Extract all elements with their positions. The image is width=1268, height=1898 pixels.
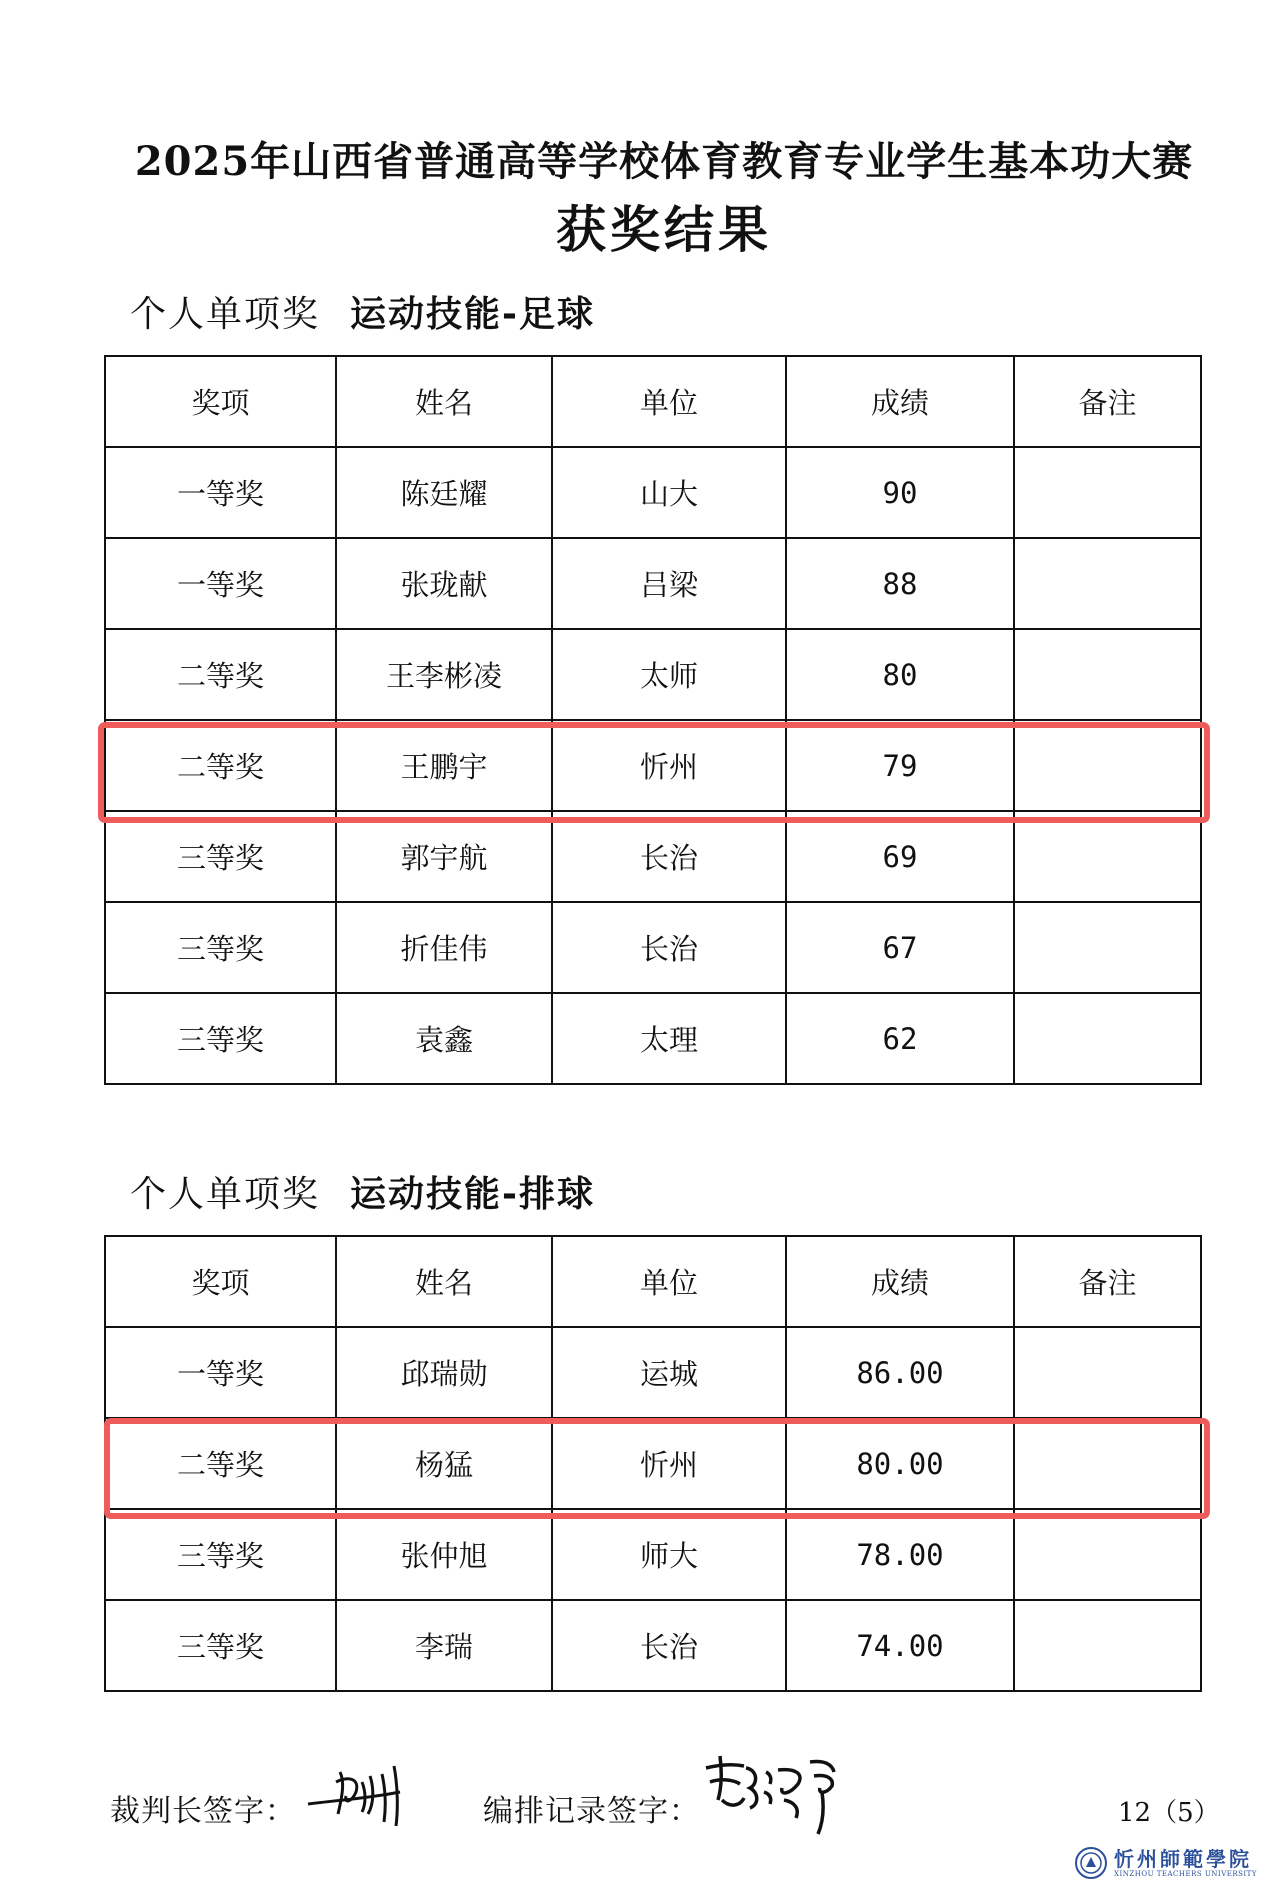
note-cell xyxy=(1014,538,1201,629)
name-cell: 折佳伟 xyxy=(336,902,552,993)
award-cell: 一等奖 xyxy=(105,1327,336,1418)
page-number: 12（5） xyxy=(1118,1798,1220,1828)
column-header-unit: 单位 xyxy=(552,356,786,447)
name-cell: 郭宇航 xyxy=(336,811,552,902)
name-cell: 袁鑫 xyxy=(336,993,552,1084)
table-row xyxy=(105,1509,1201,1600)
referee-signature-label: 裁判长签字： xyxy=(110,1794,296,1829)
note-cell xyxy=(1014,902,1201,993)
column-header-score: 成绩 xyxy=(786,356,1014,447)
section-category: 个人单项奖 xyxy=(130,294,321,335)
results-table-football xyxy=(104,355,1202,1085)
column-header-score: 成绩 xyxy=(786,1236,1014,1327)
unit-cell: 长治 xyxy=(552,1600,786,1691)
name-cell: 陈廷耀 xyxy=(336,447,552,538)
unit-cell: 长治 xyxy=(552,811,786,902)
unit-cell: 太师 xyxy=(552,629,786,720)
unit-cell: 师大 xyxy=(552,1509,786,1600)
score-cell: 74.00 xyxy=(786,1600,1014,1691)
score-cell: 69 xyxy=(786,811,1014,902)
score-cell: 67 xyxy=(786,902,1014,993)
logo-name: 忻州師範學院 xyxy=(1114,1846,1252,1871)
document-title: 2025年山西省普通高等学校体育教育专业学生基本功大赛 xyxy=(134,138,1194,185)
name-cell: 张珑献 xyxy=(336,538,552,629)
score-cell: 79 xyxy=(786,720,1014,811)
table-row xyxy=(105,993,1201,1084)
note-cell xyxy=(1014,629,1201,720)
column-header-note: 备注 xyxy=(1014,1236,1201,1327)
award-cell: 一等奖 xyxy=(105,447,336,538)
score-cell: 80 xyxy=(786,629,1014,720)
award-cell: 三等奖 xyxy=(105,1509,336,1600)
unit-cell: 运城 xyxy=(552,1327,786,1418)
award-cell: 三等奖 xyxy=(105,902,336,993)
award-cell: 二等奖 xyxy=(105,629,336,720)
score-cell: 86.00 xyxy=(786,1327,1014,1418)
name-cell: 王李彬凌 xyxy=(336,629,552,720)
section-category: 个人单项奖 xyxy=(130,1174,321,1215)
highlight-box xyxy=(104,1418,1210,1519)
score-cell: 80.00 xyxy=(786,1418,1014,1509)
column-header-note: 备注 xyxy=(1014,356,1201,447)
referee-signature xyxy=(300,1752,430,1832)
table-row xyxy=(105,629,1201,720)
table-row xyxy=(105,538,1201,629)
award-cell: 三等奖 xyxy=(105,811,336,902)
table-row xyxy=(105,1327,1201,1418)
university-logo xyxy=(1074,1846,1257,1880)
unit-cell: 忻州 xyxy=(552,720,786,811)
unit-cell: 吕梁 xyxy=(552,538,786,629)
column-header-name: 姓名 xyxy=(336,356,552,447)
name-cell: 杨猛 xyxy=(336,1418,552,1509)
column-header-award: 奖项 xyxy=(105,356,336,447)
name-cell: 邱瑞勋 xyxy=(336,1327,552,1418)
name-cell: 王鹏宇 xyxy=(336,720,552,811)
table-row xyxy=(105,811,1201,902)
column-header-name: 姓名 xyxy=(336,1236,552,1327)
score-cell: 90 xyxy=(786,447,1014,538)
highlight-box xyxy=(98,722,1210,823)
table-header-row xyxy=(105,1236,1201,1327)
column-header-unit: 单位 xyxy=(552,1236,786,1327)
name-cell: 李瑞 xyxy=(336,1600,552,1691)
table-row xyxy=(105,447,1201,538)
unit-cell: 山大 xyxy=(552,447,786,538)
note-cell xyxy=(1014,993,1201,1084)
award-cell: 二等奖 xyxy=(105,1418,336,1509)
column-header-award: 奖项 xyxy=(105,1236,336,1327)
unit-cell: 长治 xyxy=(552,902,786,993)
award-cell: 三等奖 xyxy=(105,1600,336,1691)
note-cell xyxy=(1014,1509,1201,1600)
note-cell xyxy=(1014,811,1201,902)
table-row xyxy=(105,902,1201,993)
name-cell: 张仲旭 xyxy=(336,1509,552,1600)
award-cell: 一等奖 xyxy=(105,538,336,629)
score-cell: 62 xyxy=(786,993,1014,1084)
unit-cell: 忻州 xyxy=(552,1418,786,1509)
recorder-signature-label: 编排记录签字： xyxy=(483,1794,700,1829)
logo-subtitle: XINZHOU TEACHERS UNIVERSITY xyxy=(1114,1869,1257,1878)
document-subtitle: 获奖结果 xyxy=(556,200,772,259)
section-header-volleyball xyxy=(130,1170,595,1220)
note-cell xyxy=(1014,447,1201,538)
unit-cell: 太理 xyxy=(552,993,786,1084)
award-cell: 三等奖 xyxy=(105,993,336,1084)
section-event: 运动技能-排球 xyxy=(350,1174,595,1215)
note-cell xyxy=(1014,1327,1201,1418)
section-event: 运动技能-足球 xyxy=(350,294,595,335)
score-cell: 78.00 xyxy=(786,1509,1014,1600)
award-cell: 二等奖 xyxy=(105,720,336,811)
section-header-football xyxy=(130,290,595,340)
score-cell: 88 xyxy=(786,538,1014,629)
table-row xyxy=(105,1600,1201,1691)
university-emblem-icon xyxy=(1074,1846,1108,1880)
recorder-signature xyxy=(700,1748,850,1838)
table-header-row xyxy=(105,356,1201,447)
note-cell xyxy=(1014,1600,1201,1691)
